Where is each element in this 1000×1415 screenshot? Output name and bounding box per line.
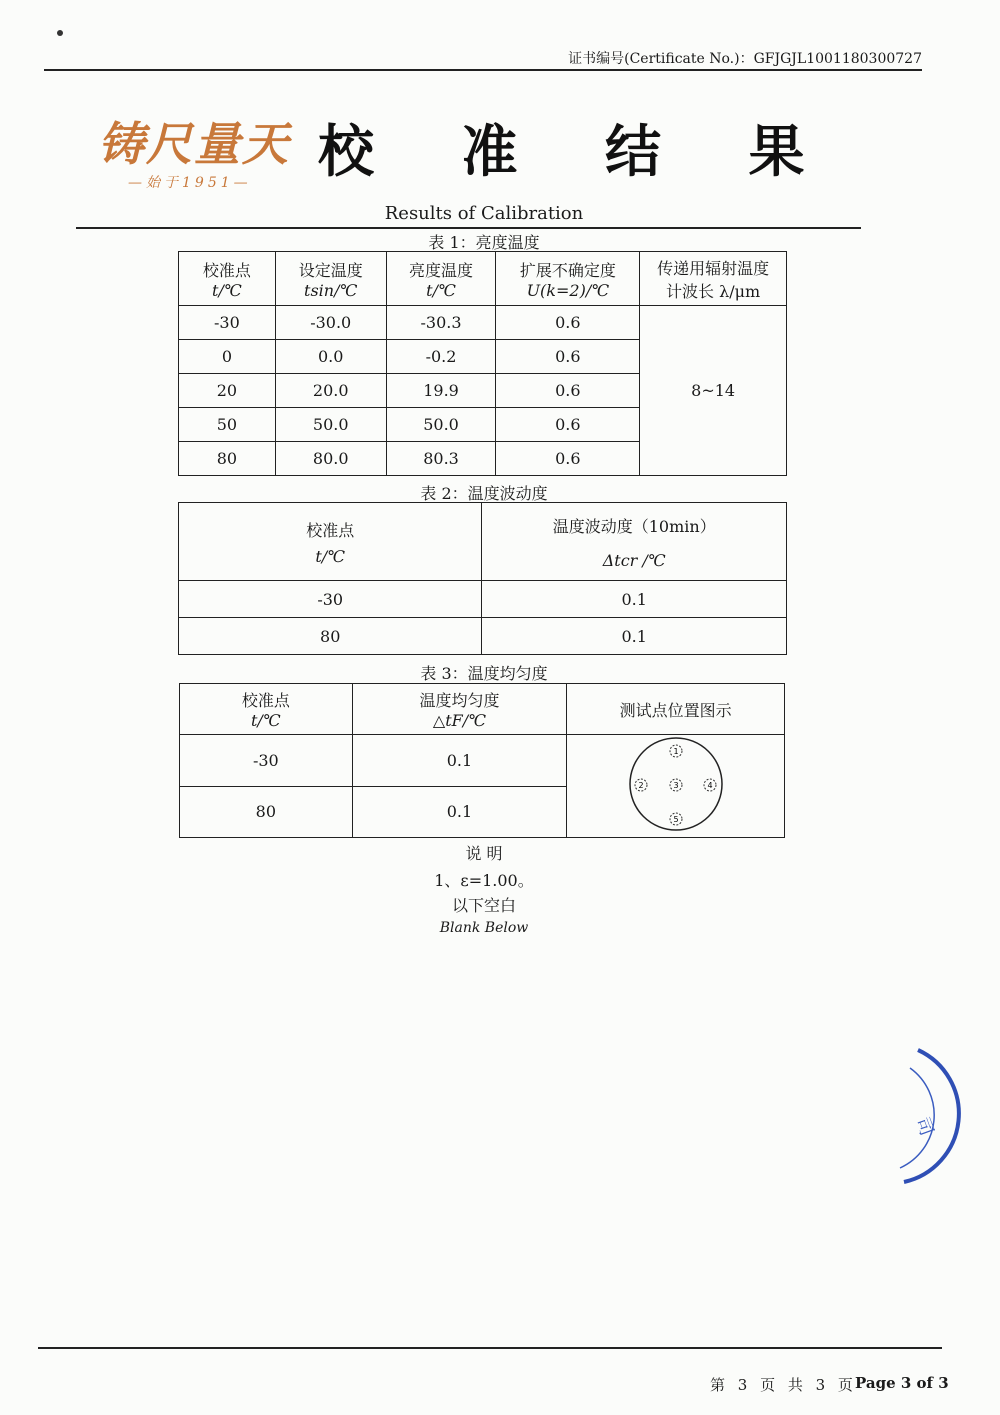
cell: -30 <box>179 306 276 340</box>
page-number-cn: 第 3 页 共 3 页 <box>710 1376 857 1394</box>
cell: 19.9 <box>386 374 496 408</box>
table-row <box>179 618 787 655</box>
table2-caption: 表 2：温度波动度 <box>420 484 548 503</box>
point-4 <box>704 779 716 791</box>
svg-text:2: 2 <box>638 781 644 790</box>
svg-text:1: 1 <box>673 747 679 756</box>
page-number-en: Page 3 of 3 <box>855 1374 949 1392</box>
cell: 0.0 <box>275 340 386 374</box>
cell: 50.0 <box>386 408 496 442</box>
table2 <box>178 502 787 655</box>
cell: 0.1 <box>482 618 787 655</box>
cell: 80 <box>180 786 353 838</box>
seal-stamp <box>880 1040 970 1190</box>
cell: 0.6 <box>496 408 640 442</box>
scan-mark <box>57 30 63 36</box>
header-cell: 扩展不确定度 U(k=2)/℃ <box>496 252 640 306</box>
table1 <box>178 251 787 476</box>
svg-text:司: 司 <box>911 1114 938 1139</box>
table-header-row <box>179 503 787 581</box>
page-title: 校 准 结 果 <box>318 120 839 185</box>
cell: 0.1 <box>352 735 567 787</box>
blank-below-cn: 以下空白 <box>451 896 516 915</box>
cell: -0.2 <box>386 340 496 374</box>
cell: 0 <box>179 340 276 374</box>
table1-caption: 表 1：亮度温度 <box>428 233 540 252</box>
cell: 0.1 <box>482 581 787 618</box>
test-point-diagram <box>626 735 726 833</box>
cell: 50.0 <box>275 408 386 442</box>
wavelength-cell: 8~14 <box>640 306 787 476</box>
cell: 20.0 <box>275 374 386 408</box>
footer-rule <box>38 1347 942 1349</box>
point-5 <box>670 813 682 825</box>
header-cell: 亮度温度 t/℃ <box>386 252 496 306</box>
cell: 80.3 <box>386 442 496 476</box>
logo-text: 铸尺量天 <box>98 117 290 171</box>
header-cell: 温度波动度（10min） Δtcr /℃ <box>482 503 787 581</box>
header-cell: 温度均匀度 △tF/℃ <box>352 684 567 735</box>
certificate-number: 证书编号(Certificate No.)：GFJGJL1001180300727 <box>568 51 922 67</box>
header-cell: 传递用辐射温度 计波长 λ/μm <box>640 252 787 306</box>
cell: 20 <box>179 374 276 408</box>
title-rule <box>76 227 861 229</box>
cell: 0.6 <box>496 306 640 340</box>
header-cell: 校准点 t/℃ <box>179 503 482 581</box>
notes-heading: 说 明 <box>465 844 503 863</box>
table3-caption: 表 3：温度均匀度 <box>420 664 548 683</box>
page-subtitle: Results of Calibration <box>384 203 584 224</box>
cell: 50 <box>179 408 276 442</box>
cell: 0.6 <box>496 340 640 374</box>
cell: 0.6 <box>496 374 640 408</box>
cell: -30.0 <box>275 306 386 340</box>
header-cell: 校准点 t/℃ <box>180 684 353 735</box>
table-row <box>180 735 785 787</box>
header-cell: 测试点位置图示 <box>567 684 785 735</box>
cell: 80.0 <box>275 442 386 476</box>
cell: 80 <box>179 618 482 655</box>
point-3 <box>670 779 682 791</box>
blank-below-en: Blank Below <box>439 920 529 936</box>
svg-text:5: 5 <box>673 815 679 824</box>
note-item-1: 1、ε=1.00。 <box>434 871 534 890</box>
table-row <box>179 306 787 340</box>
point-1 <box>670 745 682 757</box>
cell: -30 <box>179 581 482 618</box>
svg-text:4: 4 <box>707 781 713 790</box>
test-point-diagram-cell <box>567 735 785 838</box>
cell: 80 <box>179 442 276 476</box>
cell: -30 <box>180 735 353 787</box>
svg-text:3: 3 <box>673 781 679 790</box>
header-cell: 设定温度 tsin/℃ <box>275 252 386 306</box>
cell: 0.1 <box>352 786 567 838</box>
table-row <box>179 581 787 618</box>
table-header-row <box>179 252 787 306</box>
point-2 <box>635 779 647 791</box>
header-cell: 校准点 t/℃ <box>179 252 276 306</box>
cell: 0.6 <box>496 442 640 476</box>
cell: -30.3 <box>386 306 496 340</box>
table3 <box>179 683 785 838</box>
table-header-row <box>180 684 785 735</box>
logo-since: —始于1951— <box>128 175 252 191</box>
header-rule <box>44 69 922 71</box>
